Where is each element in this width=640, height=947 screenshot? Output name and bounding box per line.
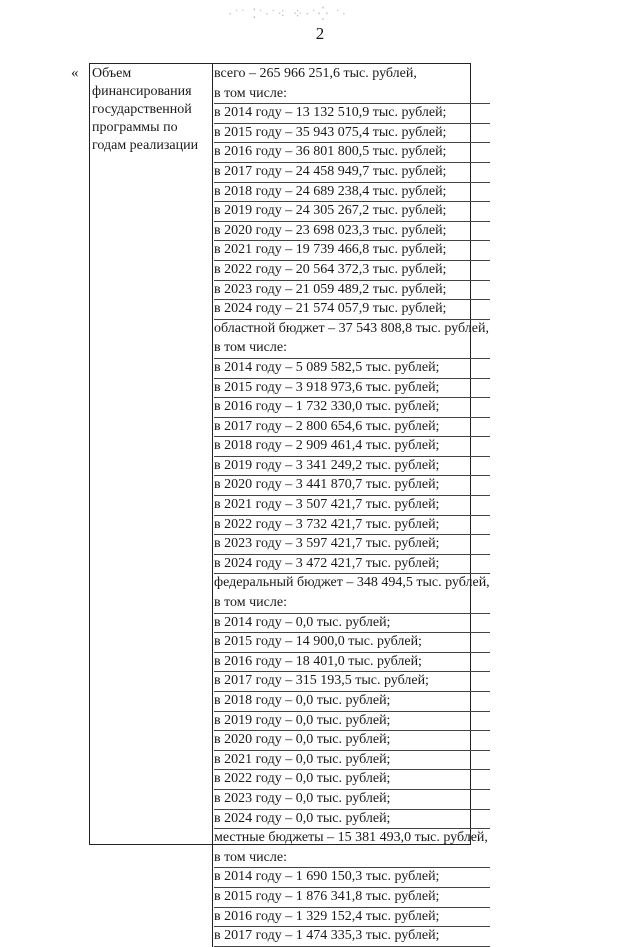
financing-value-line: в 2021 году – 0,0 тыс. рублей; [214,751,490,771]
financing-label-line: годам реализации [92,138,199,154]
page-number: 2 [315,24,325,43]
financing-value-line: в 2017 году – 2 800 654,6 тыс. рублей; [214,418,490,438]
financing-value-line: в 2018 году – 24 689 238,4 тыс. рублей; [214,183,490,203]
financing-value-line: в 2020 году – 3 441 870,7 тыс. рублей; [214,476,490,496]
financing-value-line: в 2024 году – 3 472 421,7 тыс. рублей; [214,555,490,575]
financing-label-cell [90,64,213,947]
financing-value-line: в 2019 году – 24 305 267,2 тыс. рублей; [214,202,490,222]
financing-value-line: в 2021 году – 19 739 466,8 тыс. рублей; [214,241,490,261]
financing-value-line: в 2019 году – 3 341 249,2 тыс. рублей; [214,457,490,477]
financing-value-line: в 2016 году – 18 401,0 тыс. рублей; [214,653,490,673]
financing-value-line: в 2016 году – 1 732 330,0 тыс. рублей; [214,398,490,418]
financing-value-line: в 2016 году – 36 801 800,5 тыс. рублей; [214,143,490,163]
financing-value-line: в том числе: [214,339,490,359]
financing-value-line: в 2017 году – 1 474 335,3 тыс. рублей; [214,927,490,947]
financing-table [89,63,490,944]
financing-label-line: Объем [92,66,132,81]
financing-label-line: финансирования [92,84,192,100]
financing-value-line: в 2024 году – 21 574 057,9 тыс. рублей; [214,300,490,320]
financing-value-line: в 2021 году – 3 507 421,7 тыс. рублей; [214,496,490,516]
financing-value-line: в 2015 году – 3 918 973,6 тыс. рублей; [214,379,490,399]
financing-value-line: в 2016 году – 1 329 152,4 тыс. рублей; [214,908,490,928]
financing-value-line: в 2017 году – 24 458 949,7 тыс. рублей; [214,163,490,183]
financing-value-line: в том числе: [214,849,490,869]
financing-value-line: федеральный бюджет – 348 494,5 тыс. рублей, [214,575,490,591]
financing-value-line: в 2022 году – 0,0 тыс. рублей; [214,770,490,790]
financing-value-line: в том числе: [214,85,490,105]
scan-artifact: ·˙˙ ⁚˙·˙⁖ ⁘·˙⁛ ˙· [228,6,349,21]
financing-value-line: в 2015 году – 35 943 075,4 тыс. рублей; [214,124,490,144]
financing-value-line: в 2023 году – 0,0 тыс. рублей; [214,790,490,810]
financing-value-line: в 2015 году – 1 876 341,8 тыс. рублей; [214,888,490,908]
financing-value-line: всего – 265 966 251,6 тыс. рублей, [214,66,417,81]
financing-values-cell [213,64,490,947]
opening-quote-mark: « [71,65,79,81]
financing-value-line: в 2023 году – 21 059 489,2 тыс. рублей; [214,281,490,301]
financing-value-line: в 2017 году – 315 193,5 тыс. рублей; [214,672,490,692]
financing-value-line: местные бюджеты – 15 381 493,0 тыс. рублей, [214,830,488,846]
financing-label-line: программы по [92,120,178,136]
financing-value-line: в 2014 году – 13 132 510,9 тыс. рублей; [214,104,490,124]
financing-value-line: в 2018 году – 0,0 тыс. рублей; [214,692,490,712]
financing-value-line: в 2023 году – 3 597 421,7 тыс. рублей; [214,535,490,555]
financing-value-line: в 2014 году – 1 690 150,3 тыс. рублей; [214,868,490,888]
financing-value-line: в 2015 году – 14 900,0 тыс. рублей; [214,633,490,653]
financing-value-line: в том числе: [214,594,490,614]
financing-label-line: государственной [92,102,192,118]
financing-value-line: в 2019 году – 0,0 тыс. рублей; [214,712,490,732]
financing-value-line: в 2018 году – 2 909 461,4 тыс. рублей; [214,437,490,457]
financing-value-line: областной бюджет – 37 543 808,8 тыс. рублей, [214,320,489,336]
financing-value-line: в 2020 году – 0,0 тыс. рублей; [214,731,490,751]
financing-value-line: в 2020 году – 23 698 023,3 тыс. рублей; [214,222,490,242]
financing-value-line: в 2014 году – 0,0 тыс. рублей; [214,614,490,634]
financing-value-line: в 2022 году – 20 564 372,3 тыс. рублей; [214,261,490,281]
financing-value-line: в 2014 году – 5 089 582,5 тыс. рублей; [214,359,490,379]
financing-value-line: в 2024 году – 0,0 тыс. рублей; [214,810,490,830]
financing-value-line: в 2022 году – 3 732 421,7 тыс. рублей; [214,516,490,536]
